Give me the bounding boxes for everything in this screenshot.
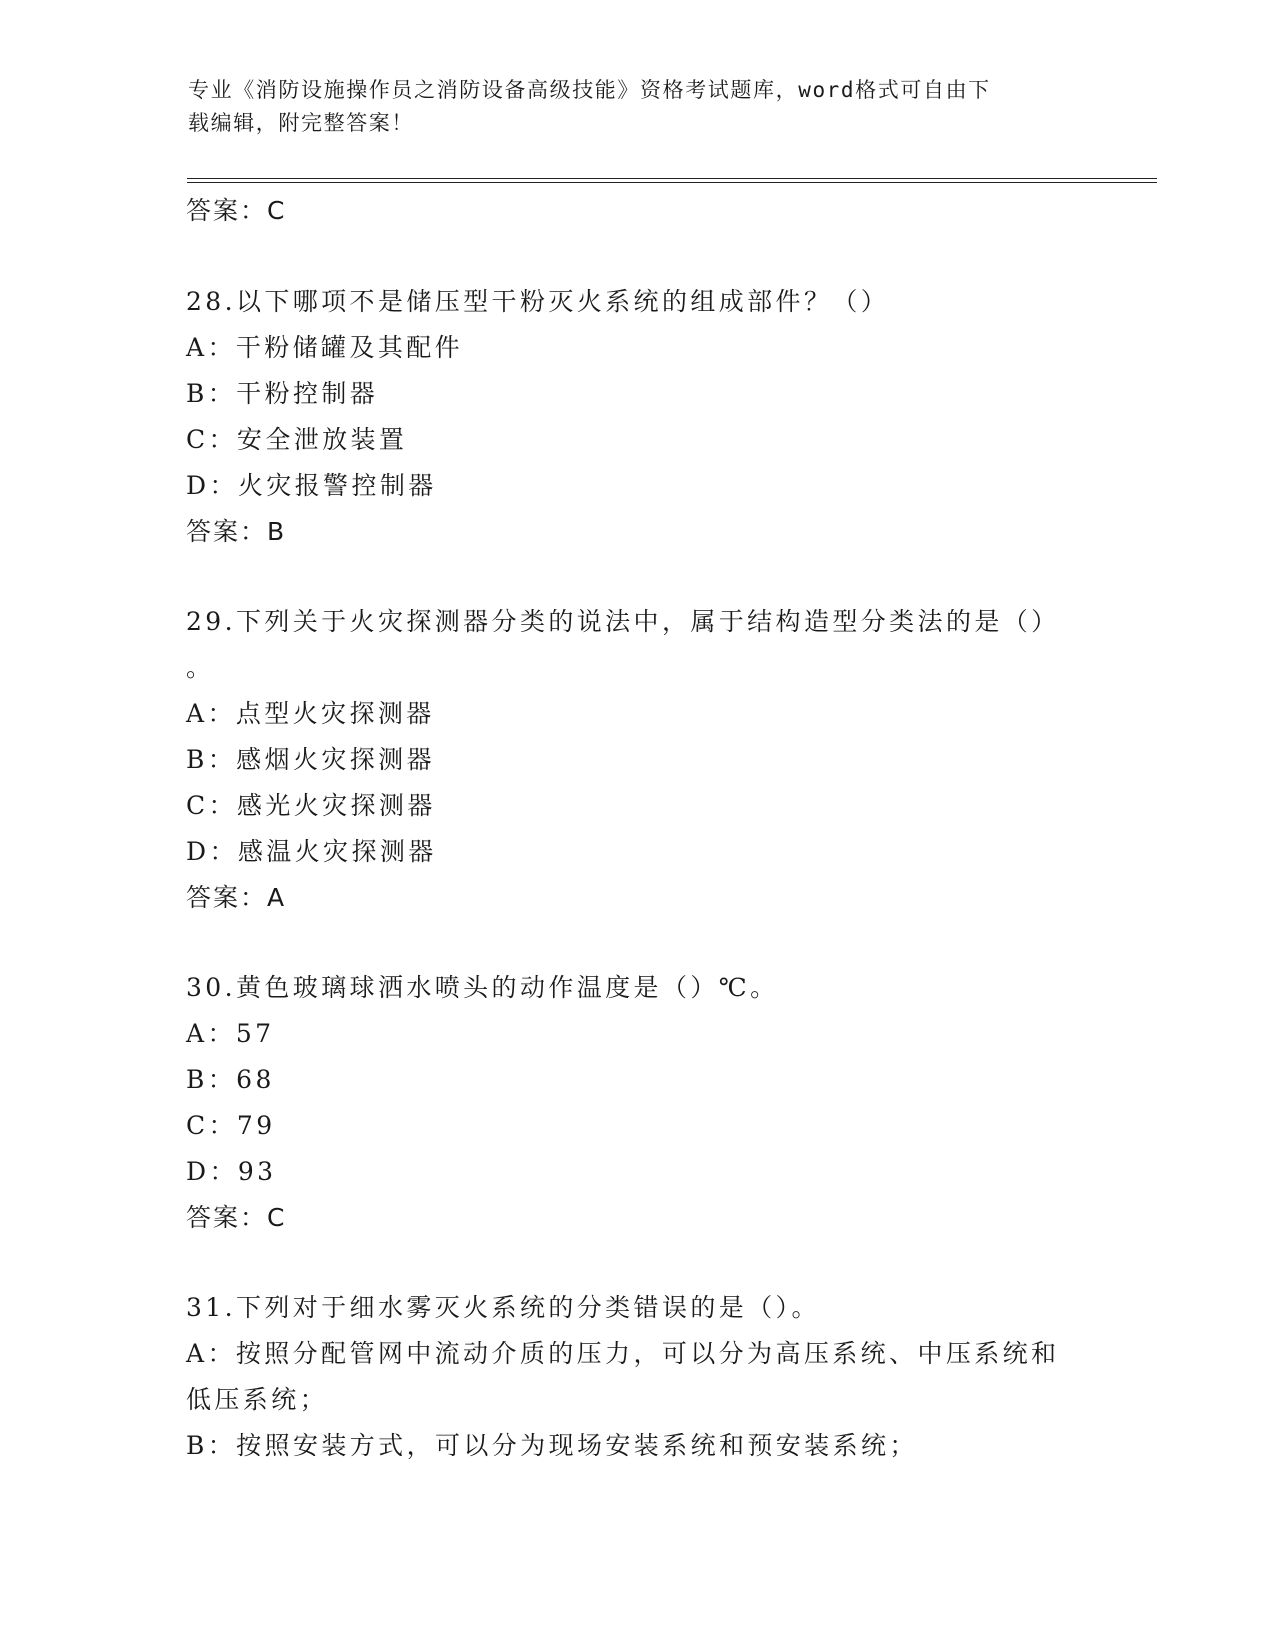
option-c: C：感光火灾探测器 (186, 791, 436, 820)
option-c: C：79 (186, 1111, 276, 1140)
header-divider (187, 178, 1157, 183)
question-block (186, 279, 1086, 555)
option-b: B：干粉控制器 (186, 379, 379, 408)
option-d: D：火灾报警控制器 (186, 471, 437, 500)
question-block (186, 1285, 1086, 1469)
page-header (188, 74, 1068, 140)
answer-line: 答案：C (186, 196, 287, 225)
option-d: D：93 (186, 1157, 277, 1186)
spacer (186, 234, 1086, 279)
answer-line: 答案：C (186, 1203, 287, 1232)
option-a: A：点型火灾探测器 (186, 699, 435, 728)
question-stem: 30.黄色玻璃球洒水喷头的动作温度是（）℃。 (186, 973, 779, 1002)
header-line-2: 载编辑，附完整答案！ (188, 111, 414, 135)
option-b: B：按照安装方式，可以分为现场安装系统和预安装系统； (186, 1431, 918, 1460)
option-a: A：按照分配管网中流动介质的压力，可以分为高压系统、中压系统和 (186, 1339, 1060, 1368)
answer-line: 答案：B (186, 517, 287, 546)
spacer (186, 1241, 1086, 1285)
answer-line: 答案：A (186, 883, 287, 912)
question-block (186, 599, 1086, 921)
spacer (186, 555, 1086, 599)
option-b: B：感烟火灾探测器 (186, 745, 435, 774)
header-line-1: 专业《消防设施操作员之消防设备高级技能》资格考试题库，word格式可自由下 (188, 78, 991, 102)
option-a: A：57 (186, 1019, 275, 1048)
spacer (186, 921, 1086, 965)
question-block (186, 965, 1086, 1241)
question-stem-continuation: 。 (186, 653, 215, 682)
question-stem: 29.下列关于火灾探测器分类的说法中，属于结构造型分类法的是（） (186, 607, 1060, 636)
question-stem: 28.以下哪项不是储压型干粉灭火系统的组成部件？（） (186, 287, 890, 316)
question-list (186, 188, 1086, 1469)
question-stem: 31.下列对于细水雾灭火系统的分类错误的是（）。 (186, 1293, 820, 1322)
option-a-continuation: 低压系统； (186, 1385, 329, 1414)
option-a: A：干粉储罐及其配件 (186, 333, 464, 362)
option-b: B：68 (186, 1065, 275, 1094)
option-d: D：感温火灾探测器 (186, 837, 437, 866)
option-c: C：安全泄放装置 (186, 425, 408, 454)
